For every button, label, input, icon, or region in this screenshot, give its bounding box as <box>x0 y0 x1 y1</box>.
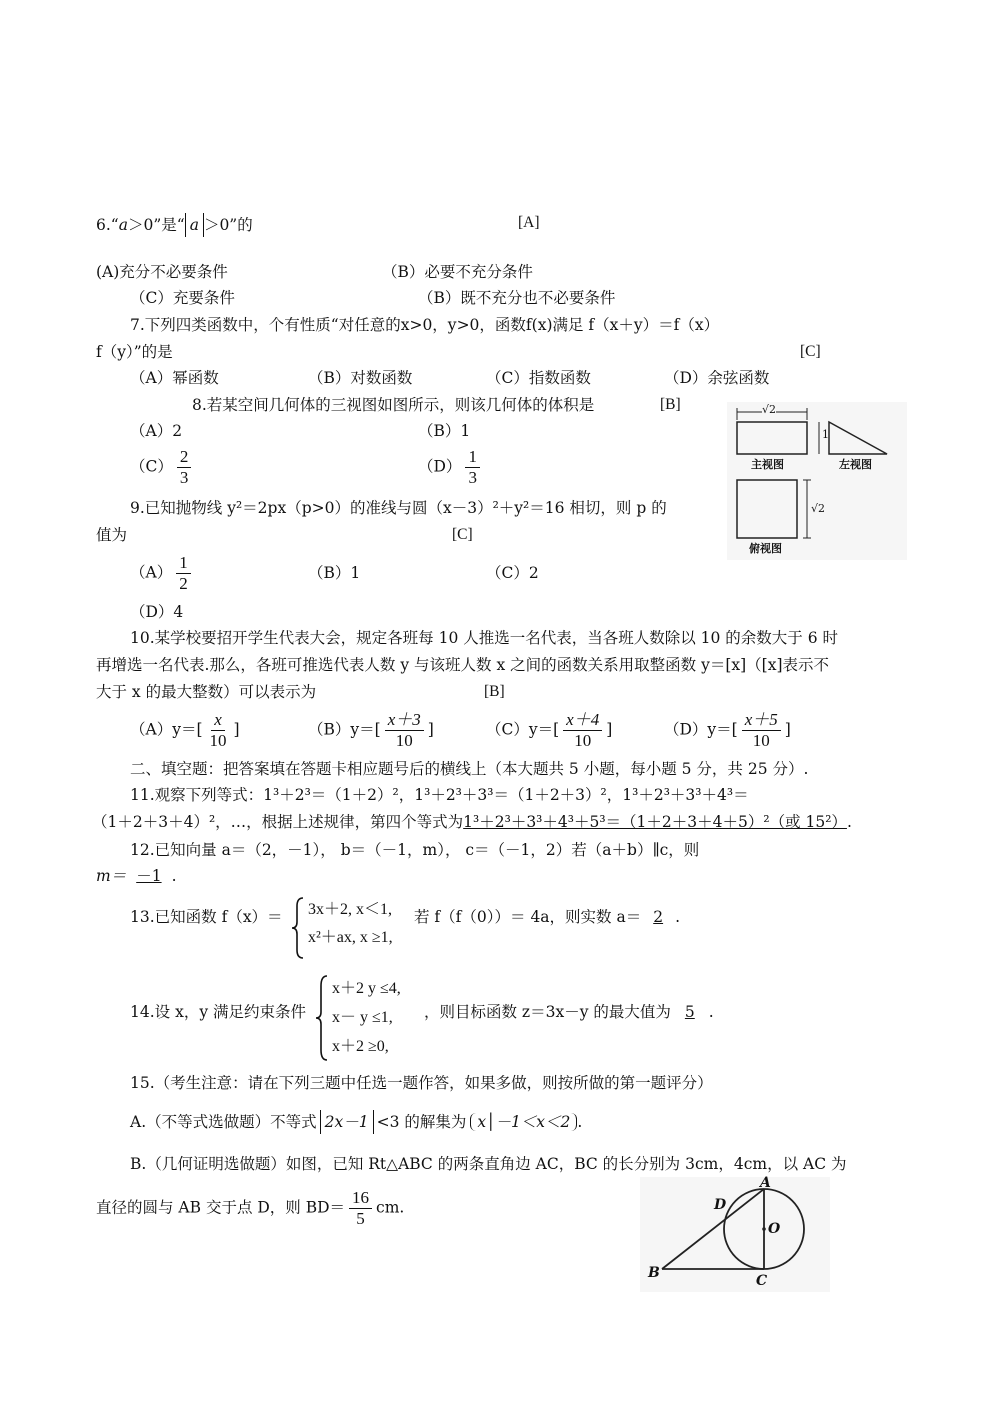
q15-b-line1: B.（几何证明选做题）如图，已知 Rt△ABC 的两条直角边 AC，BC 的长分别为 3cm，4cm，以 AC 为 <box>130 1155 847 1173</box>
q6-option-d: （B）既不充分也不必要条件 <box>418 289 616 307</box>
q6-answer: [A] <box>518 214 540 231</box>
q7-line1: 7.下列四类函数中，个有性质“对任意的x>0，y>0，函数f(x)满足 f（x＋y）＝f（x） <box>130 316 720 334</box>
q10-option-a: （A）y＝[ $\frac{x}{10}$ ] <box>130 710 240 750</box>
q12-answer: －1 <box>136 867 162 885</box>
point-o-label: O <box>768 1221 781 1237</box>
q13-answer: 2 <box>653 908 664 926</box>
q9-option-a: （A） $\frac{1}{2}$ <box>130 553 195 594</box>
q15-abs: 2x－1 <box>320 1110 374 1134</box>
abs-value: a <box>185 213 204 237</box>
q10-answer: [B] <box>484 683 505 700</box>
q14-tail: ，则目标函数 z＝3x－y 的最大值为 5 . <box>424 1003 714 1021</box>
left-brace <box>314 974 330 1062</box>
left-view-label: 左视图 <box>839 458 872 471</box>
q7-option-b: （B）对数函数 <box>308 369 413 387</box>
q12-line2: m＝ －1 . <box>96 867 177 885</box>
q10-line2: 再增选一名代表.那么，各班可推选代表人数 y 与该班人数 x 之间的函数关系用取整函数 y＝[x]（[x]表示不 <box>96 656 829 674</box>
q13-piecewise <box>290 896 410 960</box>
left-brace <box>290 896 306 960</box>
top-view-label: 俯视图 <box>749 542 782 555</box>
front-view-label: 主视图 <box>751 458 784 471</box>
q14-row3: x＋2 ≥0, <box>332 1038 389 1055</box>
q9-option-b: （B）1 <box>308 564 361 582</box>
q14-answer: 5 <box>684 1003 695 1021</box>
q10-option-c: （C）y＝[ $\frac{x+4}{10}$ ] <box>486 710 613 750</box>
q7-answer: [C] <box>800 343 821 360</box>
q8-option-a: （A）2 <box>130 422 183 440</box>
q6-option-c: （C）充要条件 <box>130 289 235 307</box>
q9-line1: 9.已知抛物线 y²＝2px（p>0）的准线与圆（x－3）²＋y²＝16 相切，则 p 的 <box>130 499 667 517</box>
q7-option-c: （C）指数函数 <box>486 369 591 387</box>
q8-answer: [B] <box>660 396 681 413</box>
q9-option-c: （C）2 <box>486 564 539 582</box>
q14-row2: x－ y ≤1, <box>332 1009 393 1026</box>
q6-option-b: （B）必要不充分条件 <box>382 263 533 281</box>
figure-side-length: √2 <box>811 502 826 515</box>
q8-option-d: （D） $\frac{1}{3}$ <box>418 447 484 488</box>
q10-line1: 10.某学校要招开学生代表大会，规定各班每 10 人推选一名代表，当各班人数除以 10 的余数大于 6 时 <box>130 629 839 647</box>
q15-intro: 15.（考生注意：请在下列三题中任选一题作答，如果多做，则按所做的第一题评分） <box>130 1074 713 1092</box>
section-2-heading: 二、填空题：把答案填在答题卡相应题号后的横线上（本大题共 5 小题，每小题 5 分，共 25 分）. <box>130 760 809 778</box>
triangle-circle-figure <box>640 1177 830 1292</box>
q9-line2: 值为 <box>96 526 128 544</box>
q13-row2: x²＋ax, x ≥1, <box>308 929 393 946</box>
q15-b-line2: 直径的圆与 AB 交于点 D，则 BD＝ $\frac{16}{5}$ cm. <box>96 1188 405 1228</box>
q11-answer: 1³＋2³＋3³＋4³＋5³＝（1＋2＋3＋4＋5）²（或 15²） <box>463 813 847 831</box>
q9-option-d: （D）4 <box>130 603 184 621</box>
q6-option-a: (A)充分不必要条件 <box>96 263 228 281</box>
point-a-label: A <box>760 1175 771 1191</box>
q13-row1: 3x＋2, x＜1, <box>308 901 393 918</box>
q13-stem: 13.已知函数 f（x）＝ <box>130 908 283 926</box>
q6-stem: 6.“a＞0”是“ a ＞0”的 <box>96 213 253 237</box>
point-b-label: B <box>648 1265 660 1281</box>
q7-line2: f（y）”的是 <box>96 343 173 361</box>
q12-line1: 12.已知向量 a＝（2，－1）， b＝（－1，m）， c＝（－1，2）若（a＋b）∥c，则 <box>130 841 700 859</box>
q15-a: A.（不等式选做题）不等式 2x－1 <3 的解集为 x│－1＜x＜2 . <box>130 1110 582 1134</box>
q14-stem: 14.设 x，y 满足约束条件 <box>130 1003 307 1021</box>
q8-stem: 8.若某空间几何体的三视图如图所示，则该几何体的体积是 <box>192 396 595 414</box>
three-view-figure <box>727 402 907 560</box>
q7-option-a: （A）幂函数 <box>130 369 219 387</box>
point-d-label: D <box>714 1197 727 1213</box>
figure-top-length: √2 <box>762 403 777 416</box>
q10-option-b: （B）y＝[ $\frac{x+3}{10}$ ] <box>308 710 434 750</box>
q11-line2: （1＋2＋3＋4）²，…，根据上述规律，第四个等式为1³＋2³＋3³＋4³＋5³＝（1＋2＋3＋4＋5）²（或 15²）. <box>92 813 852 831</box>
q8-option-b: （B）1 <box>418 422 471 440</box>
q7-option-d: （D）余弦函数 <box>664 369 770 387</box>
q9-answer: [C] <box>452 526 473 543</box>
q10-option-d: （D）y＝[ $\frac{x+5}{10}$ ] <box>664 710 791 750</box>
point-c-label: C <box>756 1273 768 1289</box>
q14-row1: x＋2 y ≤4, <box>332 980 401 997</box>
q14-constraints <box>314 974 424 1062</box>
q13-tail: 若 f（f（0））＝ 4a，则实数 a＝ 2 . <box>414 908 681 926</box>
q10-line3: 大于 x 的最大整数）可以表示为 <box>96 683 317 701</box>
q15-solution-set: x│－1＜x＜2 <box>470 1113 577 1131</box>
figure-height: 1 <box>822 428 829 441</box>
q8-option-c: （C） $\frac{2}{3}$ <box>130 447 195 488</box>
q11-line1: 11.观察下列等式：1³＋2³＝（1＋2）²，1³＋2³＋3³＝（1＋2＋3）²，1³＋2³＋3³＋4³＝ <box>130 786 749 804</box>
